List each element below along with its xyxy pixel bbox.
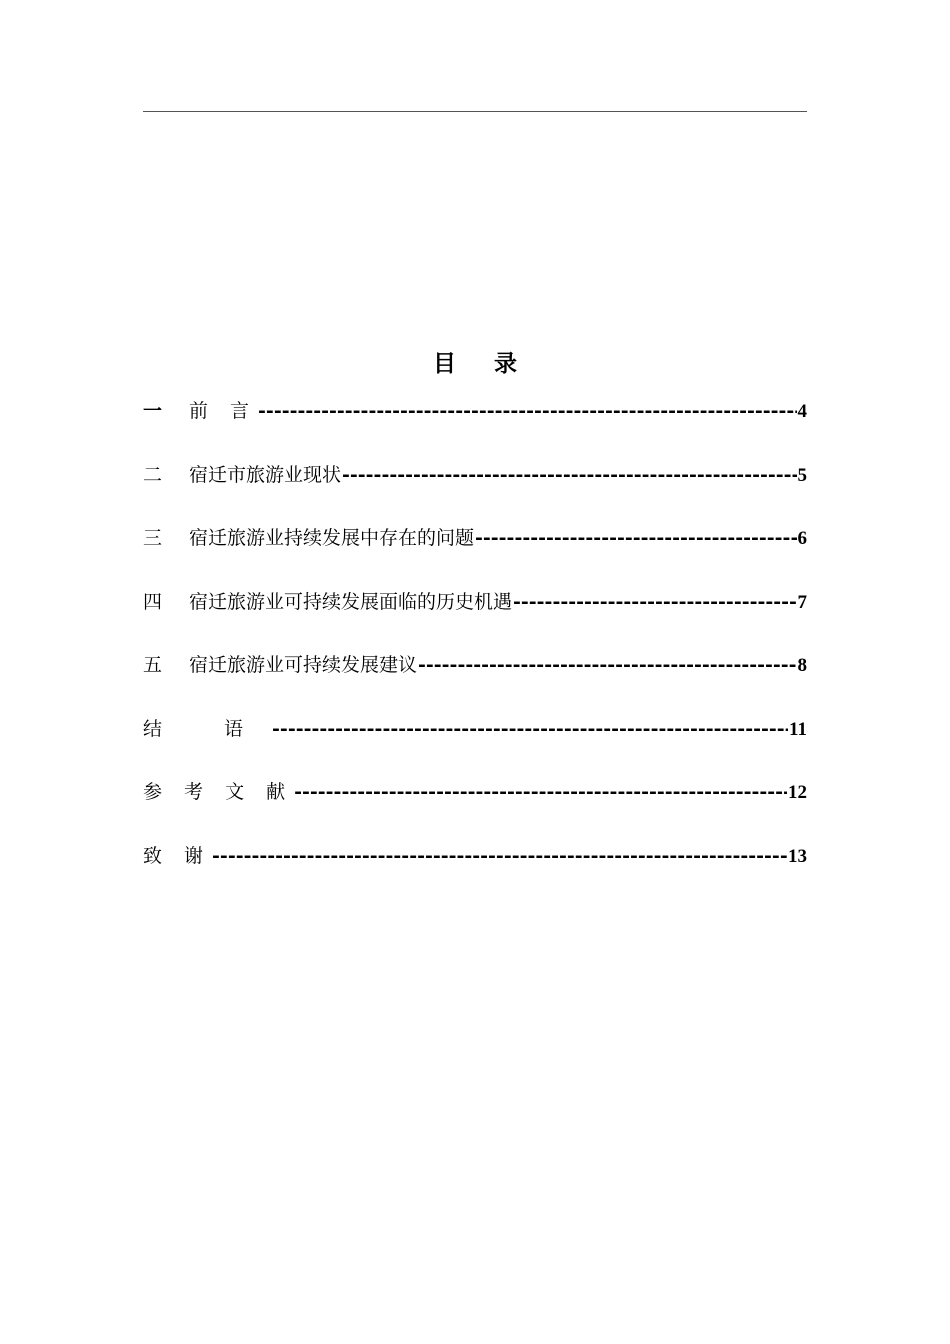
toc-title-right: 录	[494, 350, 517, 377]
toc-leader-dots	[418, 649, 796, 681]
toc-leader-dots	[212, 840, 787, 872]
toc-leader-dots	[258, 395, 796, 427]
toc-entry-label: 前 言	[189, 400, 258, 422]
toc-entry-acknowledgements[interactable]	[143, 840, 807, 904]
toc-entry-page: 11	[789, 718, 807, 740]
toc-title-left: 目	[433, 350, 456, 377]
toc-entry-references[interactable]	[143, 776, 807, 840]
toc-entry-label: 宿迁旅游业可持续发展建议	[189, 654, 418, 676]
toc-entry-opportunities[interactable]	[143, 586, 807, 650]
toc-entry-label: 致 谢	[143, 844, 212, 867]
toc-entry-page: 4	[797, 401, 807, 422]
toc-entry-label: 结 语	[143, 717, 272, 740]
toc-entry-page: 5	[797, 464, 807, 486]
toc-leader-dots	[513, 586, 796, 618]
toc-entry-label: 参 考 文 献	[143, 781, 294, 803]
toc-entry-status[interactable]	[143, 459, 807, 523]
toc-entry-number: 五	[143, 654, 163, 676]
toc-entry-number: 四	[143, 590, 163, 613]
toc-entry-problems[interactable]	[143, 522, 807, 586]
toc-entry-page: 8	[797, 655, 807, 676]
toc-leader-dots	[294, 776, 787, 808]
toc-leader-dots	[342, 459, 796, 491]
toc-entry-page: 6	[797, 528, 807, 549]
toc-entry-label: 宿迁旅游业可持续发展面临的历史机遇	[189, 590, 513, 613]
toc-entry-number: 二	[143, 463, 163, 486]
toc-leader-dots	[475, 522, 796, 554]
toc-entry-number: 三	[143, 527, 163, 549]
toc-title	[0, 344, 950, 384]
toc-entry-page: 12	[788, 782, 807, 803]
header-rule	[143, 111, 807, 112]
toc-entry-label: 宿迁市旅游业现状	[189, 463, 342, 486]
toc-entry-number: 一	[143, 400, 163, 422]
toc-entry-label: 宿迁旅游业持续发展中存在的问题	[189, 527, 475, 549]
toc-leader-dots	[272, 713, 788, 745]
toc-entry-preface[interactable]	[143, 395, 807, 459]
toc-entry-page: 13	[788, 845, 807, 867]
toc-list	[143, 395, 807, 903]
toc-entry-suggestions[interactable]	[143, 649, 807, 713]
toc-entry-page: 7	[797, 591, 807, 613]
toc-entry-conclusion[interactable]	[143, 713, 807, 777]
